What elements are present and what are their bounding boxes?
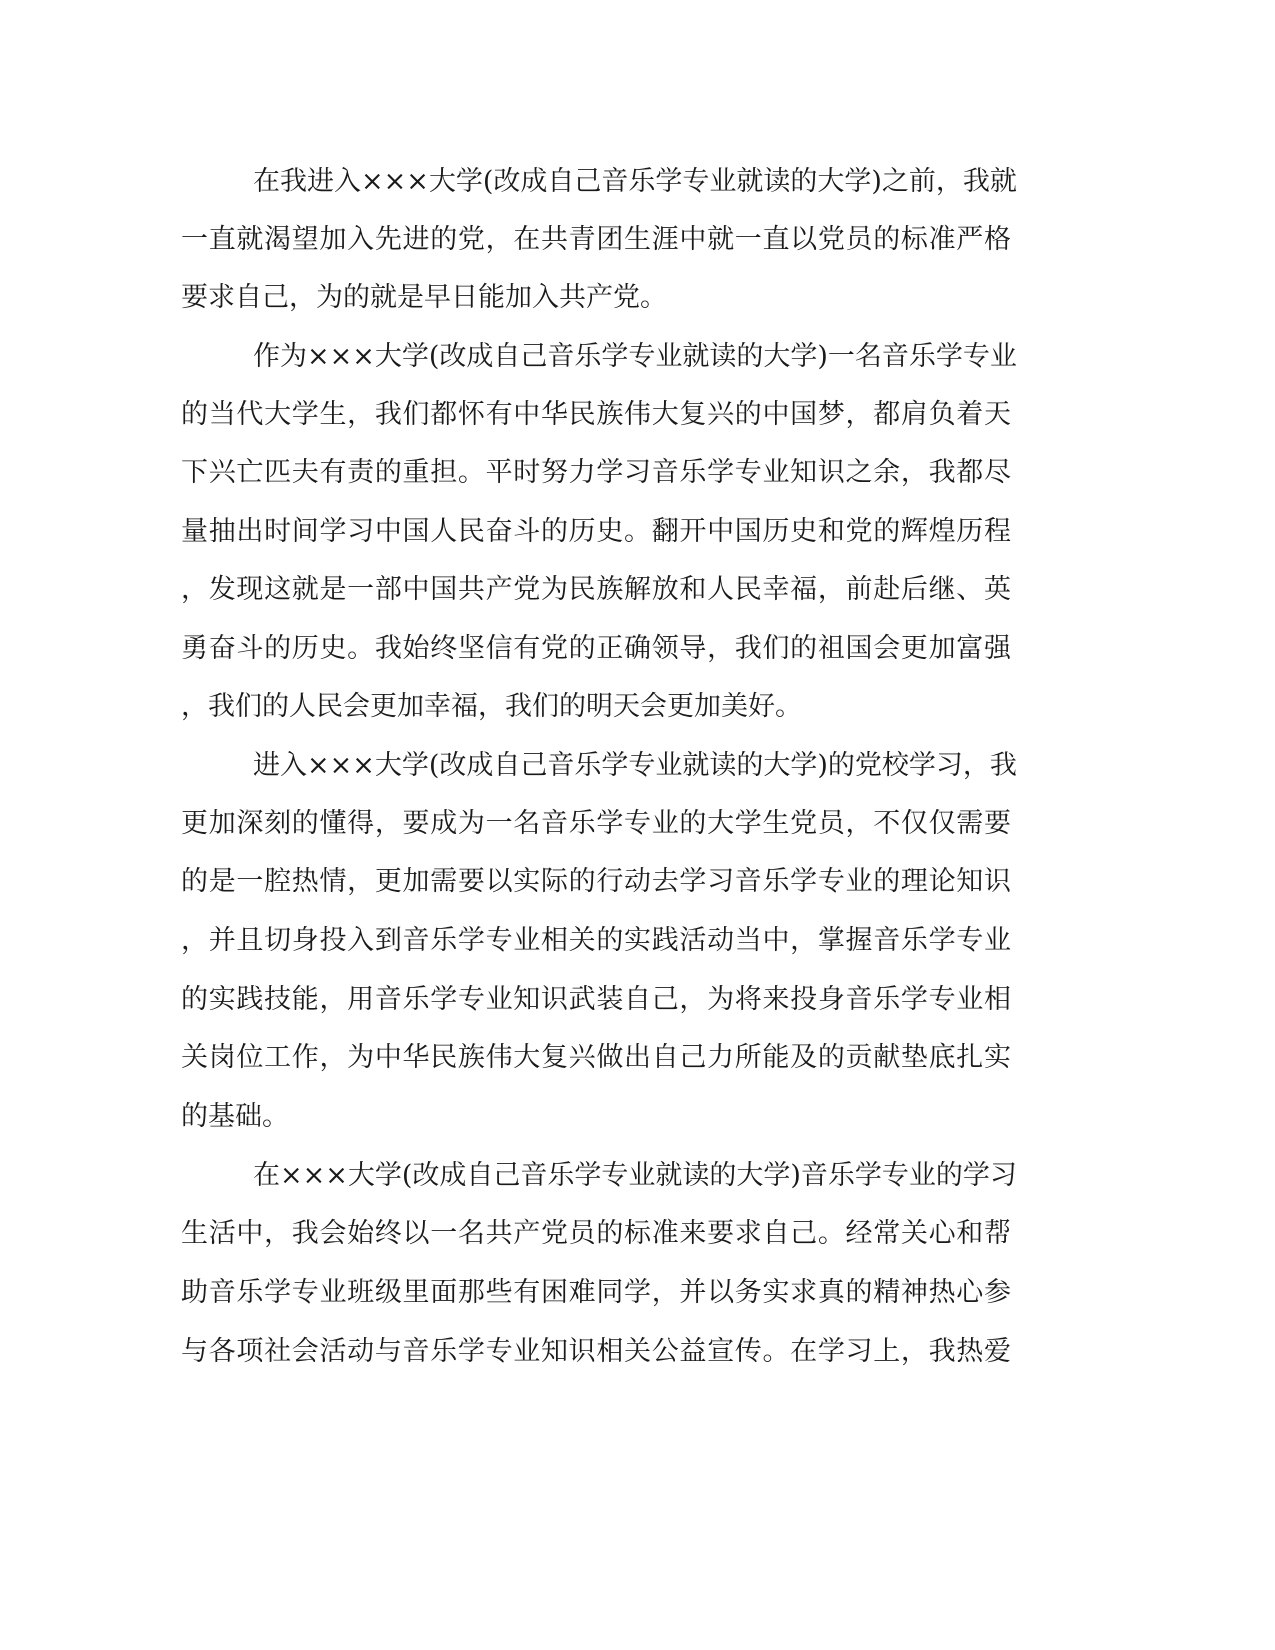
paragraph-3-line-4: ，并且切身投入到音乐学专业相关的实践活动当中，掌握音乐学专业 — [181, 925, 1011, 956]
paragraph-2-line-1: 作为×××大学(改成自己音乐学专业就读的大学)一名音乐学专业 — [253, 341, 1017, 372]
paragraph-4-line-2: 生活中，我会始终以一名共产党员的标准来要求自己。经常关心和帮 — [181, 1218, 1011, 1249]
paragraph-2-line-2: 的当代大学生，我们都怀有中华民族伟大复兴的中国梦，都肩负着天 — [181, 399, 1011, 430]
paragraph-4-line-3: 助音乐学专业班级里面那些有困难同学，并以务实求真的精神热心参 — [181, 1277, 1011, 1308]
paragraph-3-line-1: 进入×××大学(改成自己音乐学专业就读的大学)的党校学习，我 — [253, 750, 1017, 781]
paragraph-3-line-3: 的是一腔热情，更加需要以实际的行动去学习音乐学专业的理论知识 — [181, 866, 1011, 897]
paragraph-3-line-7: 的基础。 — [181, 1101, 289, 1132]
paragraph-3-line-6: 关岗位工作，为中华民族伟大复兴做出自己力所能及的贡献垫底扎实 — [181, 1042, 1011, 1073]
paragraph-4-line-1: 在×××大学(改成自己音乐学专业就读的大学)音乐学专业的学习 — [253, 1160, 1017, 1191]
paragraph-2-line-7: ，我们的人民会更加幸福，我们的明天会更加美好。 — [181, 691, 802, 722]
paragraph-4-line-4: 与各项社会活动与音乐学专业知识相关公益宣传。在学习上，我热爱 — [181, 1336, 1011, 1367]
paragraph-2-line-3: 下兴亡匹夫有责的重担。平时努力学习音乐学专业知识之余，我都尽 — [181, 457, 1011, 488]
paragraph-1-line-1: 在我进入×××大学(改成自己音乐学专业就读的大学)之前，我就 — [253, 166, 1017, 197]
paragraph-2-line-6: 勇奋斗的历史。我始终坚信有党的正确领导，我们的祖国会更加富强 — [181, 633, 1011, 664]
paragraph-2-line-4: 量抽出时间学习中国人民奋斗的历史。翻开中国历史和党的辉煌历程 — [181, 516, 1011, 547]
paragraph-1-line-2: 一直就渴望加入先进的党，在共青团生涯中就一直以党员的标准严格 — [181, 224, 1011, 255]
paragraph-3-line-5: 的实践技能，用音乐学专业知识武装自己，为将来投身音乐学专业相 — [181, 984, 1011, 1015]
paragraph-2-line-5: ，发现这就是一部中国共产党为民族解放和人民幸福，前赴后继、英 — [181, 574, 1011, 605]
paragraph-1-line-3: 要求自己，为的就是早日能加入共产党。 — [181, 282, 667, 313]
paragraph-3-line-2: 更加深刻的懂得，要成为一名音乐学专业的大学生党员，不仅仅需要 — [181, 808, 1011, 839]
